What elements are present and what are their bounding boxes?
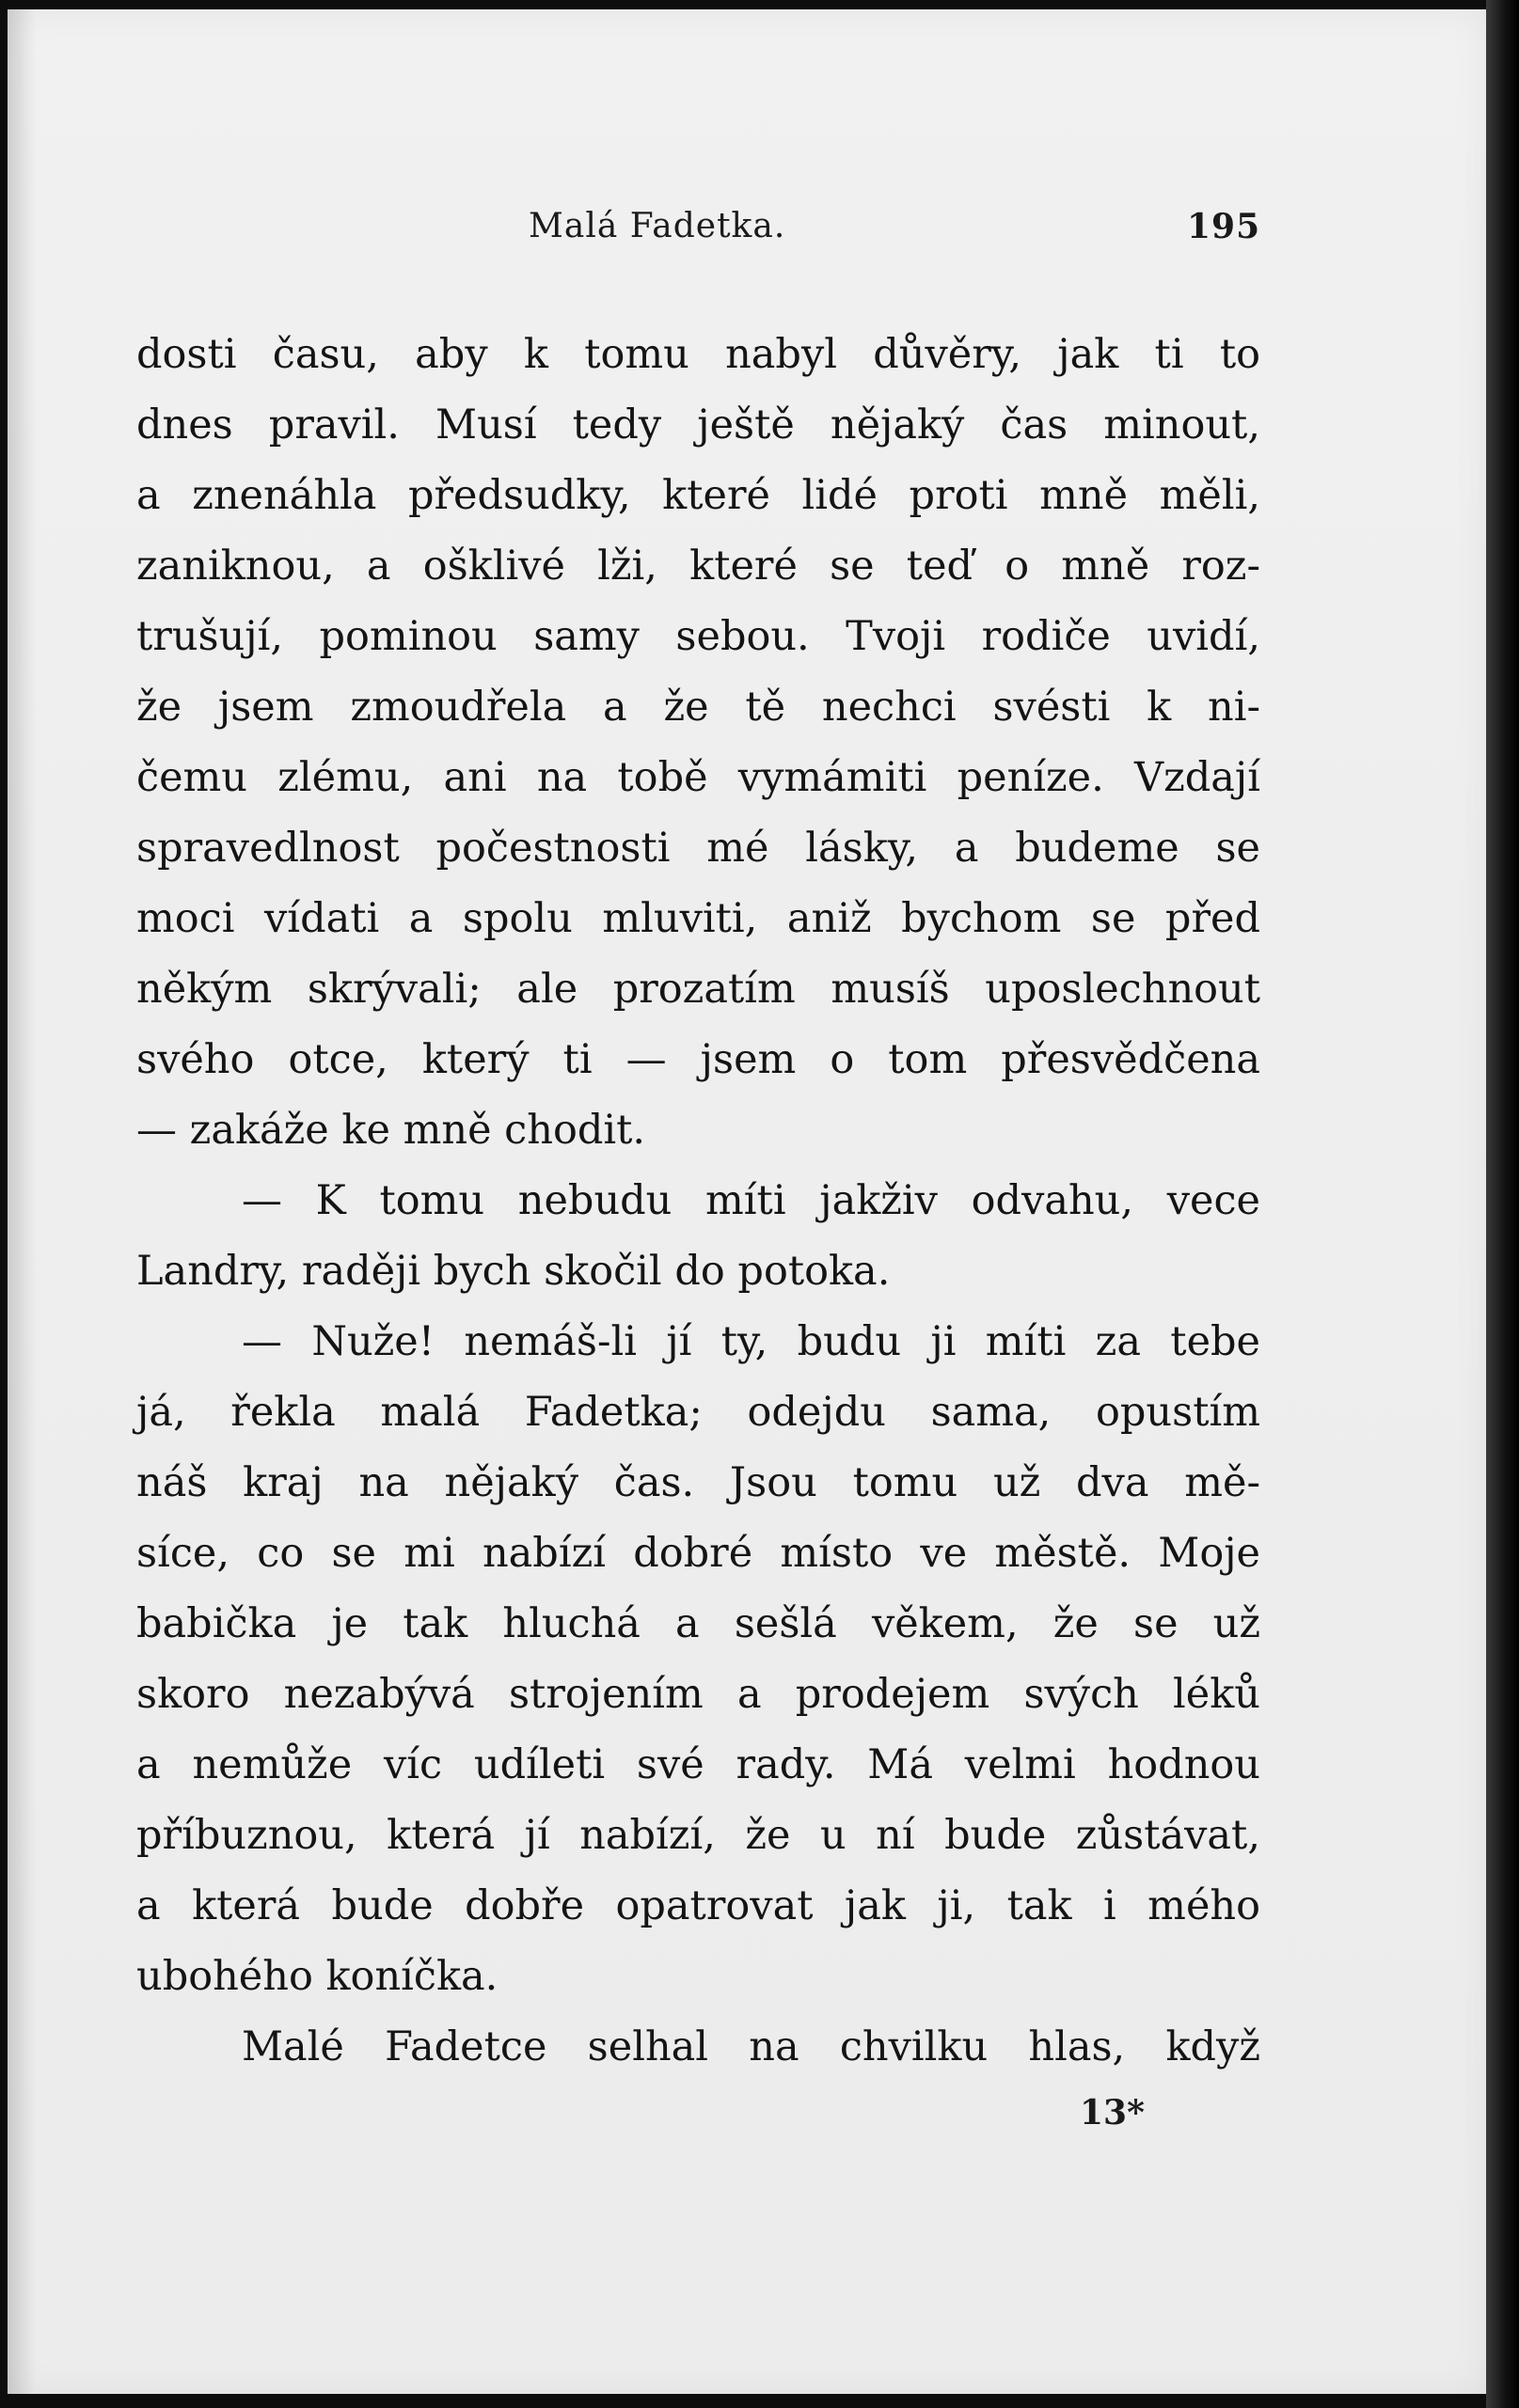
body-text xyxy=(136,320,1260,2083)
text-line: babička je tak hluchá a sešlá věkem, že se už xyxy=(136,1600,1260,1647)
text-line: trušují, pominou samy sebou. Tvoji rodiče uvidí, xyxy=(136,613,1260,660)
text-line: skoro nezabývá strojením a prodejem svých léků xyxy=(136,1671,1260,1718)
text-line: příbuznou, která jí nabízí, že u ní bude zůstávat, xyxy=(136,1812,1260,1859)
text-line: a znenáhla předsudky, které lidé proti mně měli, xyxy=(136,472,1260,519)
text-line: já, řekla malá Fadetka; odejdu sama, opustím xyxy=(136,1389,1260,1436)
text-line: zaniknou, a ošklivé lži, které se teď o mně roz- xyxy=(136,543,1260,590)
text-line: někým skrývali; ale prozatím musíš uposlechnout xyxy=(136,966,1260,1013)
text-line: svého otce, který ti — jsem o tom přesvědčena xyxy=(136,1036,1260,1083)
signature-mark: 13* xyxy=(1080,2093,1145,2133)
page-edge-shadow xyxy=(8,9,36,2394)
text-line: ubohého koníčka. xyxy=(136,1953,498,2000)
text-line: a která bude dobře opatrovat jak ji, tak i mého xyxy=(136,1882,1260,1929)
text-line: Malé Fadetce selhal na chvilku hlas, když xyxy=(242,2023,1260,2070)
text-line: moci vídati a spolu mluviti, aniž bychom se před xyxy=(136,895,1260,942)
book-edge xyxy=(1486,0,1519,2408)
text-line: — zakáže ke mně chodit. xyxy=(136,1107,646,1154)
text-line: a nemůže víc udíleti své rady. Má velmi hodnou xyxy=(136,1741,1260,1788)
page-number: 195 xyxy=(1187,207,1261,246)
page-header xyxy=(0,207,1519,263)
text-line: spravedlnost počestnosti mé lásky, a budeme se xyxy=(136,825,1260,872)
running-title: Malá Fadetka. xyxy=(529,207,786,245)
text-line: čemu zlému, ani na tobě vymámiti peníze. Vzdají xyxy=(136,754,1260,801)
text-line: Landry, raději bych skočil do potoka. xyxy=(136,1248,891,1295)
text-line: — Nuže! nemáš-li jí ty, budu ji míti za tebe xyxy=(242,1318,1260,1365)
text-line: — K tomu nebudu míti jakživ odvahu, vece xyxy=(242,1177,1260,1224)
text-line: že jsem zmoudřela a že tě nechci svésti k ni- xyxy=(136,684,1260,731)
text-line: síce, co se mi nabízí dobré místo ve městě. Moje xyxy=(136,1530,1260,1577)
text-line: dosti času, aby k tomu nabyl důvěry, jak ti to xyxy=(136,331,1260,378)
text-line: náš kraj na nějaký čas. Jsou tomu už dva mě- xyxy=(136,1459,1260,1506)
text-line: dnes pravil. Musí tedy ještě nějaký čas minout, xyxy=(136,401,1260,449)
